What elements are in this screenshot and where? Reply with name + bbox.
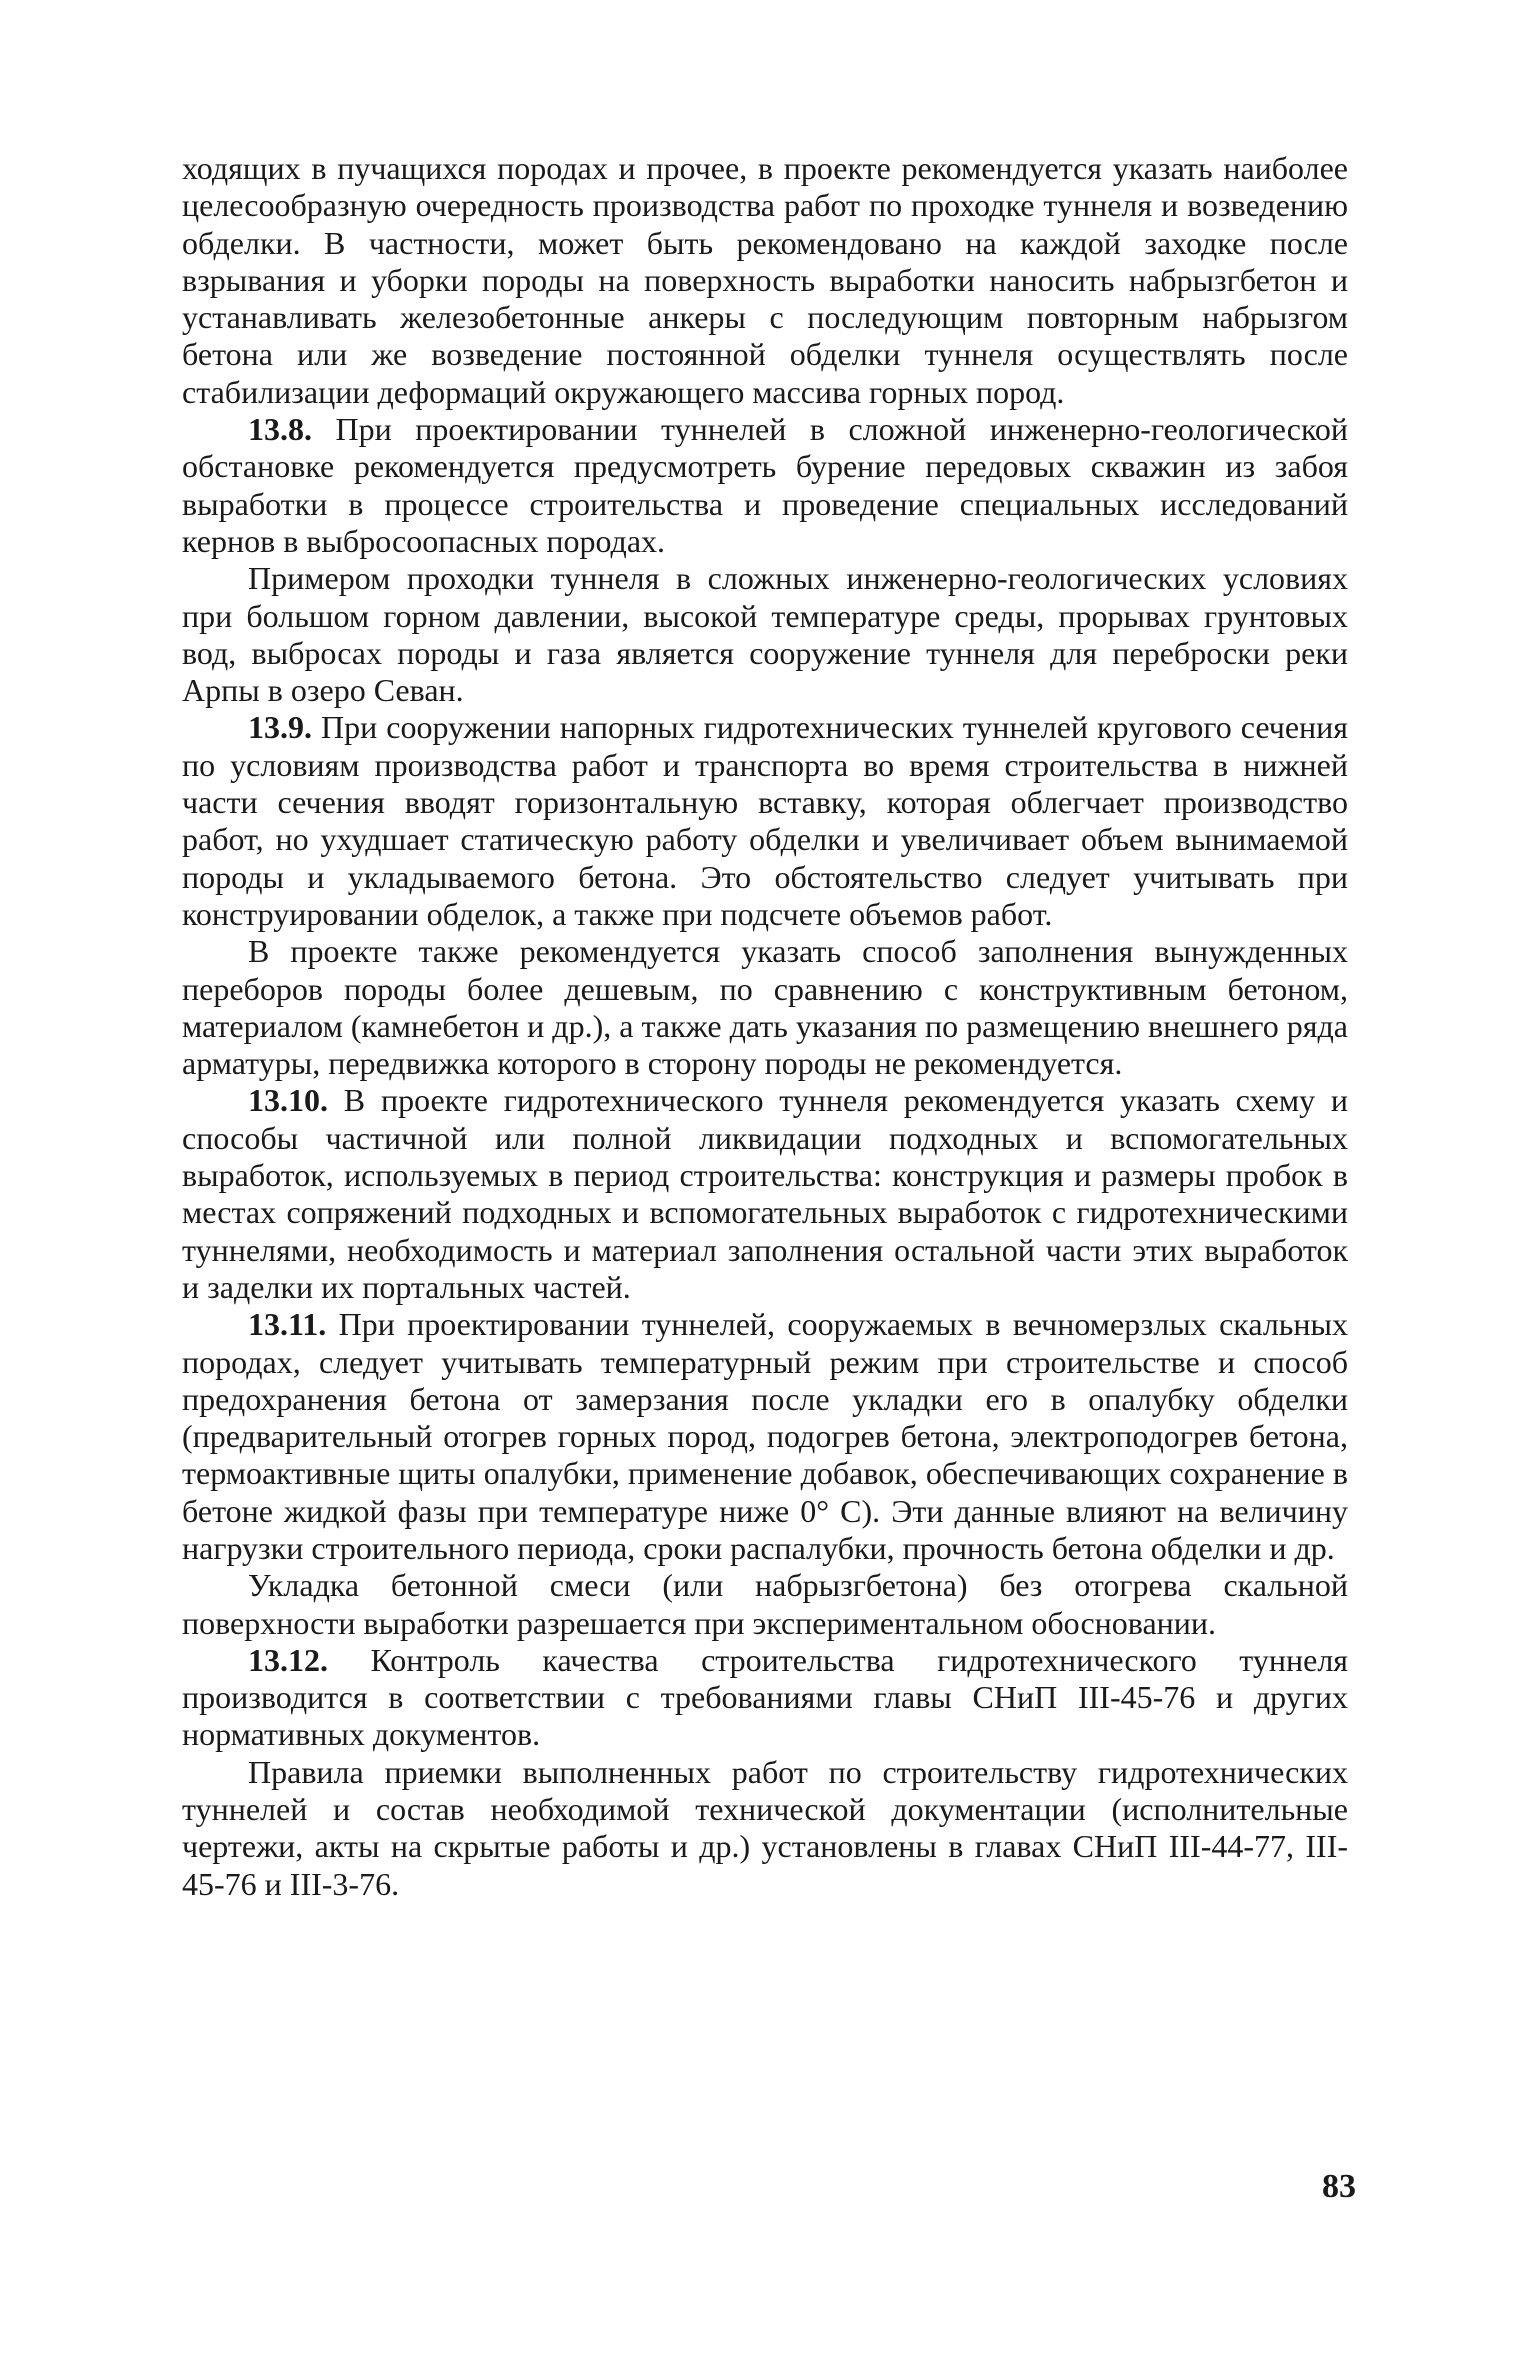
section-number: 13.12. — [248, 1641, 328, 1678]
paragraph-text: ходящих в пучащихся породах и прочее, в проекте рекомендуется указать наиболее целесообразную очередность производства работ по проходке туннеля и возведению обделки. В частности, может быть рекомендовано на каждой заходке после взрывания и уборки породы на поверхность выработки наносить набрызгбетон и устанавливать железобетонные анкеры с последующим повторным набрызгом бетона или же возведение постоянной обделки туннеля осуществлять после стабилизации деформаций окружающего массива горных пород. — [182, 150, 1348, 410]
paragraph-13-12 — [182, 1642, 1348, 1754]
paragraph-text: Контроль качества строительства гидротехнического туннеля производится в соответствии с требованиями главы СНиП III-45-76 и других нормативных документов. — [182, 1641, 1348, 1753]
section-number: 13.10. — [248, 1082, 328, 1119]
paragraph-text: Укладка бетонной смеси (или набрызгбетона) без отогрева скальной поверхности выработки разрешается при экспериментальном обосновании. — [182, 1567, 1348, 1641]
body-text — [182, 150, 1348, 1903]
paragraph-continuation — [182, 150, 1348, 411]
paragraph-fill-method — [182, 933, 1348, 1082]
section-number: 13.11. — [248, 1306, 327, 1343]
paragraph-text: При проектировании туннелей в сложной инженерно-геологической обстановке рекомендуется предусмотреть бурение передовых скважин из забоя выработки в процессе строительства и проведение специальных исследований кернов в выбросоопасных породах. — [182, 411, 1348, 559]
paragraph-text: При сооружении напорных гидротехнических туннелей кругового сечения по условиям производства работ и транспорта во время строительства в нижней части сечения вводят горизонтальную вставку, которая облегчает производство работ, но ухудшает статическую работу обделки и увеличивает объем вынимаемой породы и укладываемого бетона. Это обстоятельство следует учитывать при конструировании обделок, а также при подсчете объемов работ. — [182, 709, 1348, 932]
paragraph-13-10 — [182, 1082, 1348, 1306]
paragraph-example — [182, 560, 1348, 709]
page-number: 83 — [1322, 2168, 1356, 2205]
section-number: 13.9. — [248, 709, 312, 746]
paragraph-text: В проекте также рекомендуется указать способ заполнения вынужденных переборов породы более дешевым, по сравнению с конструктивным бетоном, материалом (камнебетон и др.), а также дать указания по размещению внешнего ряда арматуры, передвижка которого в сторону породы не рекомендуется. — [182, 933, 1348, 1082]
section-number: 13.8. — [248, 411, 312, 448]
paragraph-concrete-laying — [182, 1567, 1348, 1642]
paragraph-13-8 — [182, 411, 1348, 560]
paragraph-text: Правила приемки выполненных работ по строительству гидротехнических туннелей и состав необходимой технической документации (исполнительные чертежи, акты на скрытые работы и др.) установлены в главах СНиП III-44-77, III-45-76 и III-3-76. — [182, 1753, 1348, 1902]
paragraph-text: При проектировании туннелей, сооружаемых в вечномерзлых скальных породах, следует учитывать температурный режим при строительстве и способ предохранения бетона от замерзания после укладки его в опалубку обделки (предварительный отогрев горных пород, подогрев бетона, электроподогрев бетона, термоактивные щиты опалубки, применение добавок, обеспечивающих сохранение в бетоне жидкой фазы при температуре ниже 0° С). Эти данные влияют на величину нагрузки строительного периода, сроки распалубки, прочность бетона обделки и др. — [182, 1306, 1348, 1566]
paragraph-text: В проекте гидротехнического туннеля рекомендуется указать схему и способы частичной или полной ликвидации подходных и вспомогательных выработок, используемых в период строительства: конструкция и размеры пробок в местах сопряжений подходных и вспомогательных выработок с гидротехническими туннелями, необходимость и материал заполнения остальной части этих выработок и заделки их портальных частей. — [182, 1082, 1348, 1305]
paragraph-13-11 — [182, 1306, 1348, 1567]
paragraph-acceptance-rules — [182, 1754, 1348, 1903]
paragraph-text: Примером проходки туннеля в сложных инженерно-геологических условиях при большом горном давлении, высокой температуре среды, прорывах грунтовых вод, выбросах породы и газа является сооружение туннеля для переброски реки Арпы в озеро Севан. — [182, 560, 1348, 709]
paragraph-13-9 — [182, 709, 1348, 933]
